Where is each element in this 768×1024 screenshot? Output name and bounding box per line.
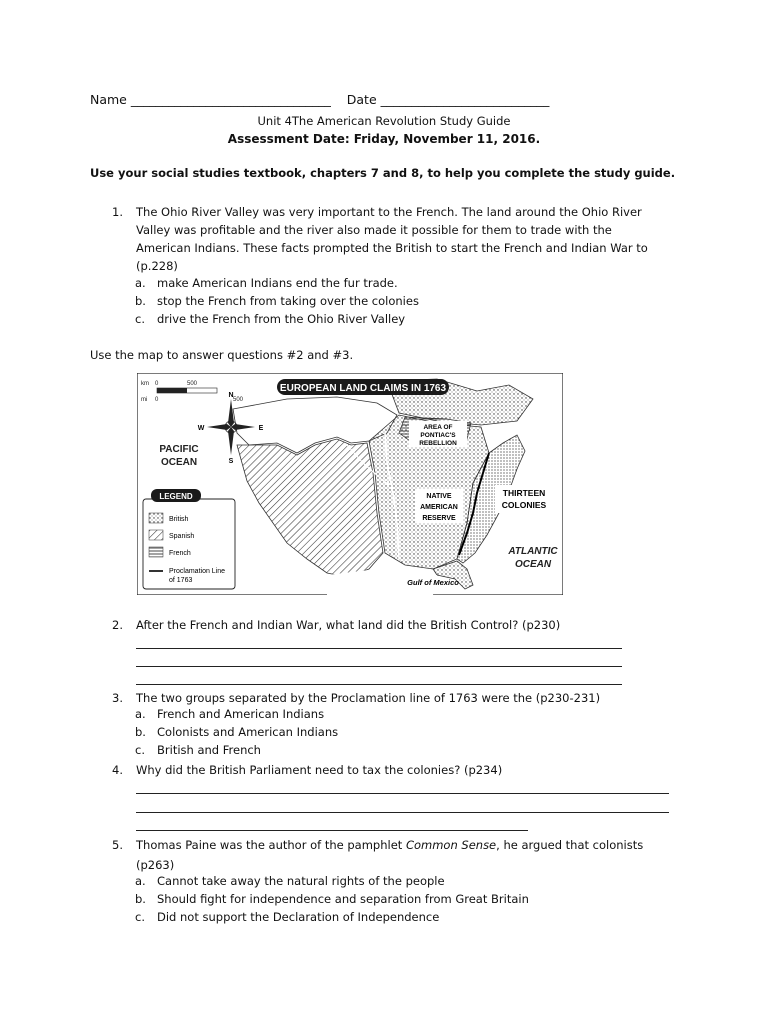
question-line: The Ohio River Valley was very important to the French. The land around the Ohio River [136,205,642,219]
scale-mi-label: mi [141,397,148,403]
answer-line[interactable] [136,648,622,649]
atlantic-label-1: ATLANTIC [508,546,558,557]
scale-500-km: 500 [187,381,198,387]
compass-s: S [228,458,234,465]
date-field-label: Date ___________________________ [346,92,550,107]
question-line: (p263) [136,858,175,872]
pamphlet-title: Common Sense [405,838,497,852]
name-date-line [90,92,549,107]
question-text: After the French and Indian War, what land did the British Control? (p230) [136,618,561,632]
map-prompt: Use the map to answer questions #2 and #3. [90,348,354,362]
question-number: 3. [112,691,123,705]
pontiac-label-3: REBELLION [419,440,457,447]
question-line: Valley was profitable and the river also made it possible for them to trade with the [136,223,612,237]
scale-bar-fill [157,388,187,393]
legend-british: British [169,516,189,523]
reserve-label-3: RESERVE [422,515,456,522]
reserve-label-2: AMERICAN [420,504,458,511]
legend-spanish: Spanish [169,533,195,540]
scale-zero-mi: 0 [155,397,159,403]
question-line: Thomas Paine was the author of the pamphlet Common Sense, he argued that colonists [136,838,644,852]
pontiac-label-1: AREA OF [423,424,453,431]
legend-proclamation-2: of 1763 [169,577,193,584]
pontiac-label-2: PONTIAC'S [420,432,456,439]
map-title: EUROPEAN LAND CLAIMS IN 1763 [279,383,447,394]
pacific-label-1: PACIFIC [159,444,199,455]
question-number: 2. [112,618,123,632]
legend-title: LEGEND [159,492,193,501]
question-number: 1. [112,205,123,219]
study-guide-page: Name ________________________________ Date ___________________________ Unit 4The American Revolution Study Guide Assessment Date: Friday, November 11, 2016. Use your social studies textbook, chapters 7 and 8, to help you complete the study guide. 1. The Ohio River Valley was very important to the French. The land around the Ohio River Valley was profitable and the river also made it possible for them to trade with the American Indians. These facts prompted the British to start the French and Indian War to (p.228) a. make American Indians end the fur trade. b. stop the French from taking over the colonies c. drive the French from the Ohio River Valley Use the map to answer questions #2 and #3. EUROPEAN LAND CLAIMS IN 1763 km mi 0 500 0 500 N S E W PACIFIC OCEAN ATLANTIC OCEAN AREA OF PONTIAC'S REBELLION NATIVE AMERICAN RESERVE THIRTEEN COLONIES Gulf of Mexico LEGEND British Spanish French Proclamation Line of 1763 2. After the French and Indian War, what land did the British Control? (p230) 3. The two groups separated by the Proclamation line of 1763 were the (p230-231) a. French and American Indians b. Colonists and American Indians c. British and French 4. Why did the British Parliament need to tax the colonies? (p234) 5. Thomas Paine was the author of the pamphlet Common Sense, he argued that colonists (p263) a. Cannot take away the natural rights of the people b. Should fight for independence and separation from Great Britain c. Did not support the Declaration of Independence [0,0,768,1024]
map-svg [137,373,563,595]
guide-title: Unit 4The American Revolution Study Guide [257,114,511,128]
legend-proclamation-1: Proclamation Line [169,568,226,575]
answer-line[interactable] [136,812,669,813]
assessment-date: Assessment Date: Friday, November 11, 2016. [227,132,541,146]
question-number: 4. [112,763,123,777]
question-line: (p.228) [136,259,178,273]
question-text: Why did the British Parliament need to tax the colonies? (p234) [136,763,503,777]
answer-line[interactable] [136,830,528,831]
land-claims-map [137,373,563,595]
compass-e: E [258,425,264,432]
question-number: 5. [112,838,123,852]
reserve-label-1: NATIVE [426,493,452,500]
question-text [136,203,648,275]
answer-line[interactable] [136,793,669,794]
name-field-label: Name ________________________________ [90,92,331,107]
gulf-label: Gulf of Mexico [407,578,459,587]
pacific-label-2: OCEAN [160,457,198,468]
compass-w: W [197,425,205,432]
legend-french: French [169,550,191,557]
question-text [136,836,643,874]
colonies-label-2: COLONIES [501,500,547,510]
scale-zero-km: 0 [155,381,159,387]
question-line: American Indians. These facts prompted the British to start the French and Indian War to [136,241,648,255]
answer-line[interactable] [136,684,622,685]
answer-line[interactable] [136,666,622,667]
question-text: The two groups separated by the Proclamation line of 1763 were the (p230-231) [136,691,601,705]
instructions: Use your social studies textbook, chapters 7 and 8, to help you complete the study guide. [90,166,676,180]
atlantic-label-2: OCEAN [514,559,552,570]
scale-500-mi: 500 [233,397,244,403]
scale-km-label: km [141,381,149,387]
compass-n: N [228,392,234,399]
colonies-label-1: THIRTEEN [502,488,546,498]
